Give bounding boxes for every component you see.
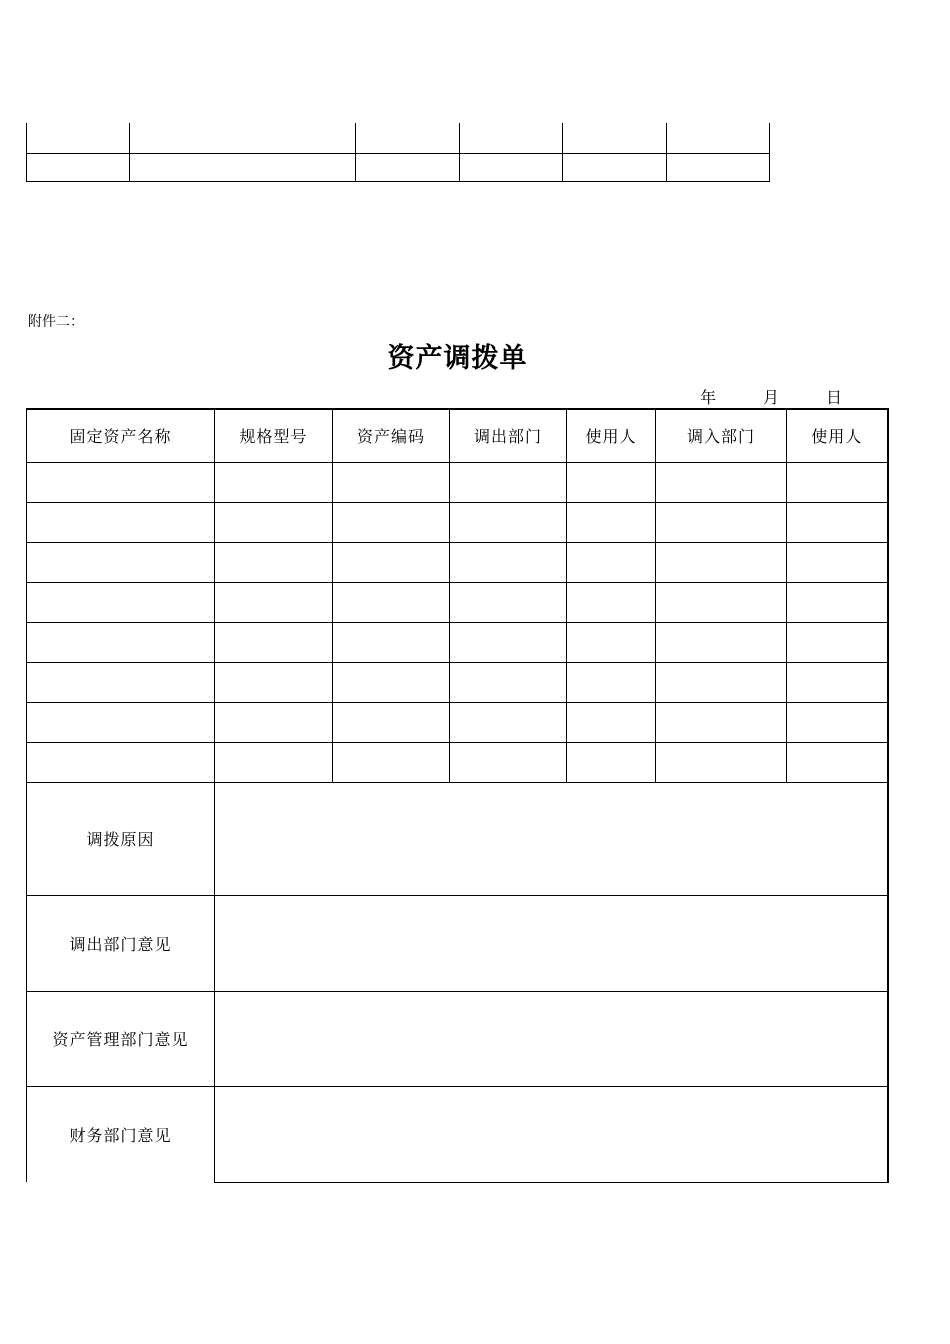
table-row	[27, 582, 888, 622]
cell-in-user[interactable]	[787, 542, 888, 582]
table-row	[27, 462, 888, 502]
cell-in-user[interactable]	[787, 662, 888, 702]
cell-spec-model[interactable]	[215, 502, 333, 542]
cell-in-department[interactable]	[656, 742, 787, 782]
cell-spec-model[interactable]	[215, 462, 333, 502]
cell-in-department[interactable]	[656, 582, 787, 622]
cell-asset-name[interactable]	[27, 582, 215, 622]
cell-asset-code[interactable]	[333, 462, 450, 502]
previous-table-fragment	[26, 123, 770, 182]
opinion-row-out-department	[27, 895, 888, 991]
cell-in-department[interactable]	[656, 542, 787, 582]
cell-out-department[interactable]	[450, 462, 567, 502]
cell-asset-name[interactable]	[27, 462, 215, 502]
cell-out-user[interactable]	[567, 542, 656, 582]
header-asset-name: 固定资产名称	[27, 409, 215, 462]
header-in-department: 调入部门	[656, 409, 787, 462]
cell-out-department[interactable]	[450, 542, 567, 582]
cell-asset-code[interactable]	[333, 662, 450, 702]
transfer-reason-label: 调拨原因	[27, 782, 215, 895]
cell-out-user[interactable]	[567, 462, 656, 502]
cell-asset-name[interactable]	[27, 662, 215, 702]
cell-asset-name[interactable]	[27, 702, 215, 742]
cell-in-department[interactable]	[656, 462, 787, 502]
cell-spec-model[interactable]	[215, 702, 333, 742]
asset-management-opinion-field[interactable]	[215, 991, 888, 1086]
cell-in-department[interactable]	[656, 662, 787, 702]
cell-asset-name[interactable]	[27, 542, 215, 582]
date-year: 年	[700, 388, 717, 407]
opinion-row-asset-management	[27, 991, 888, 1086]
cell-in-user[interactable]	[787, 582, 888, 622]
cell-asset-code[interactable]	[333, 702, 450, 742]
asset-transfer-table	[26, 408, 889, 1183]
finance-opinion-field[interactable]	[215, 1086, 888, 1182]
date-month: 月	[763, 388, 780, 407]
cell-out-department[interactable]	[450, 502, 567, 542]
cell-asset-code[interactable]	[333, 742, 450, 782]
cell-spec-model[interactable]	[215, 582, 333, 622]
cell-asset-code[interactable]	[333, 582, 450, 622]
cell-out-department[interactable]	[450, 702, 567, 742]
cell-in-user[interactable]	[787, 702, 888, 742]
cell-out-user[interactable]	[567, 742, 656, 782]
cell-in-department[interactable]	[656, 702, 787, 742]
cell-spec-model[interactable]	[215, 662, 333, 702]
cell-asset-code[interactable]	[333, 502, 450, 542]
opinion-row-transfer-reason	[27, 782, 888, 895]
cell-spec-model[interactable]	[215, 622, 333, 662]
cell-out-department[interactable]	[450, 582, 567, 622]
cell-out-department[interactable]	[450, 622, 567, 662]
cell-asset-name[interactable]	[27, 622, 215, 662]
grid-line	[26, 181, 770, 182]
cell-in-user[interactable]	[787, 622, 888, 662]
cell-spec-model[interactable]	[215, 542, 333, 582]
table-row	[27, 542, 888, 582]
cell-in-user[interactable]	[787, 502, 888, 542]
cell-in-user[interactable]	[787, 742, 888, 782]
header-asset-code: 资产编码	[333, 409, 450, 462]
cell-out-user[interactable]	[567, 582, 656, 622]
table-row	[27, 702, 888, 742]
grid-line	[26, 153, 770, 154]
transfer-reason-field[interactable]	[215, 782, 888, 895]
finance-opinion-label: 财务部门意见	[27, 1086, 215, 1182]
asset-management-opinion-label: 资产管理部门意见	[27, 991, 215, 1086]
cell-out-department[interactable]	[450, 662, 567, 702]
cell-in-department[interactable]	[656, 622, 787, 662]
table-row	[27, 622, 888, 662]
cell-asset-name[interactable]	[27, 742, 215, 782]
cell-out-user[interactable]	[567, 622, 656, 662]
header-row	[27, 409, 888, 462]
cell-asset-code[interactable]	[333, 542, 450, 582]
cell-in-user[interactable]	[787, 462, 888, 502]
cell-out-user[interactable]	[567, 502, 656, 542]
table-row	[27, 662, 888, 702]
cell-out-user[interactable]	[567, 702, 656, 742]
cell-asset-code[interactable]	[333, 622, 450, 662]
cell-asset-name[interactable]	[27, 502, 215, 542]
attachment-label: 附件二：	[28, 314, 84, 330]
out-department-opinion-label: 调出部门意见	[27, 895, 215, 991]
cell-in-department[interactable]	[656, 502, 787, 542]
cell-out-department[interactable]	[450, 742, 567, 782]
cell-spec-model[interactable]	[215, 742, 333, 782]
header-in-user: 使用人	[787, 409, 888, 462]
out-department-opinion-field[interactable]	[215, 895, 888, 991]
table-row	[27, 742, 888, 782]
table-row	[27, 502, 888, 542]
opinion-row-finance	[27, 1086, 888, 1182]
cell-out-user[interactable]	[567, 662, 656, 702]
form-title: 资产调拨单	[387, 343, 528, 374]
header-out-department: 调出部门	[450, 409, 567, 462]
header-spec-model: 规格型号	[215, 409, 333, 462]
header-out-user: 使用人	[567, 409, 656, 462]
date-day: 日	[826, 388, 843, 407]
